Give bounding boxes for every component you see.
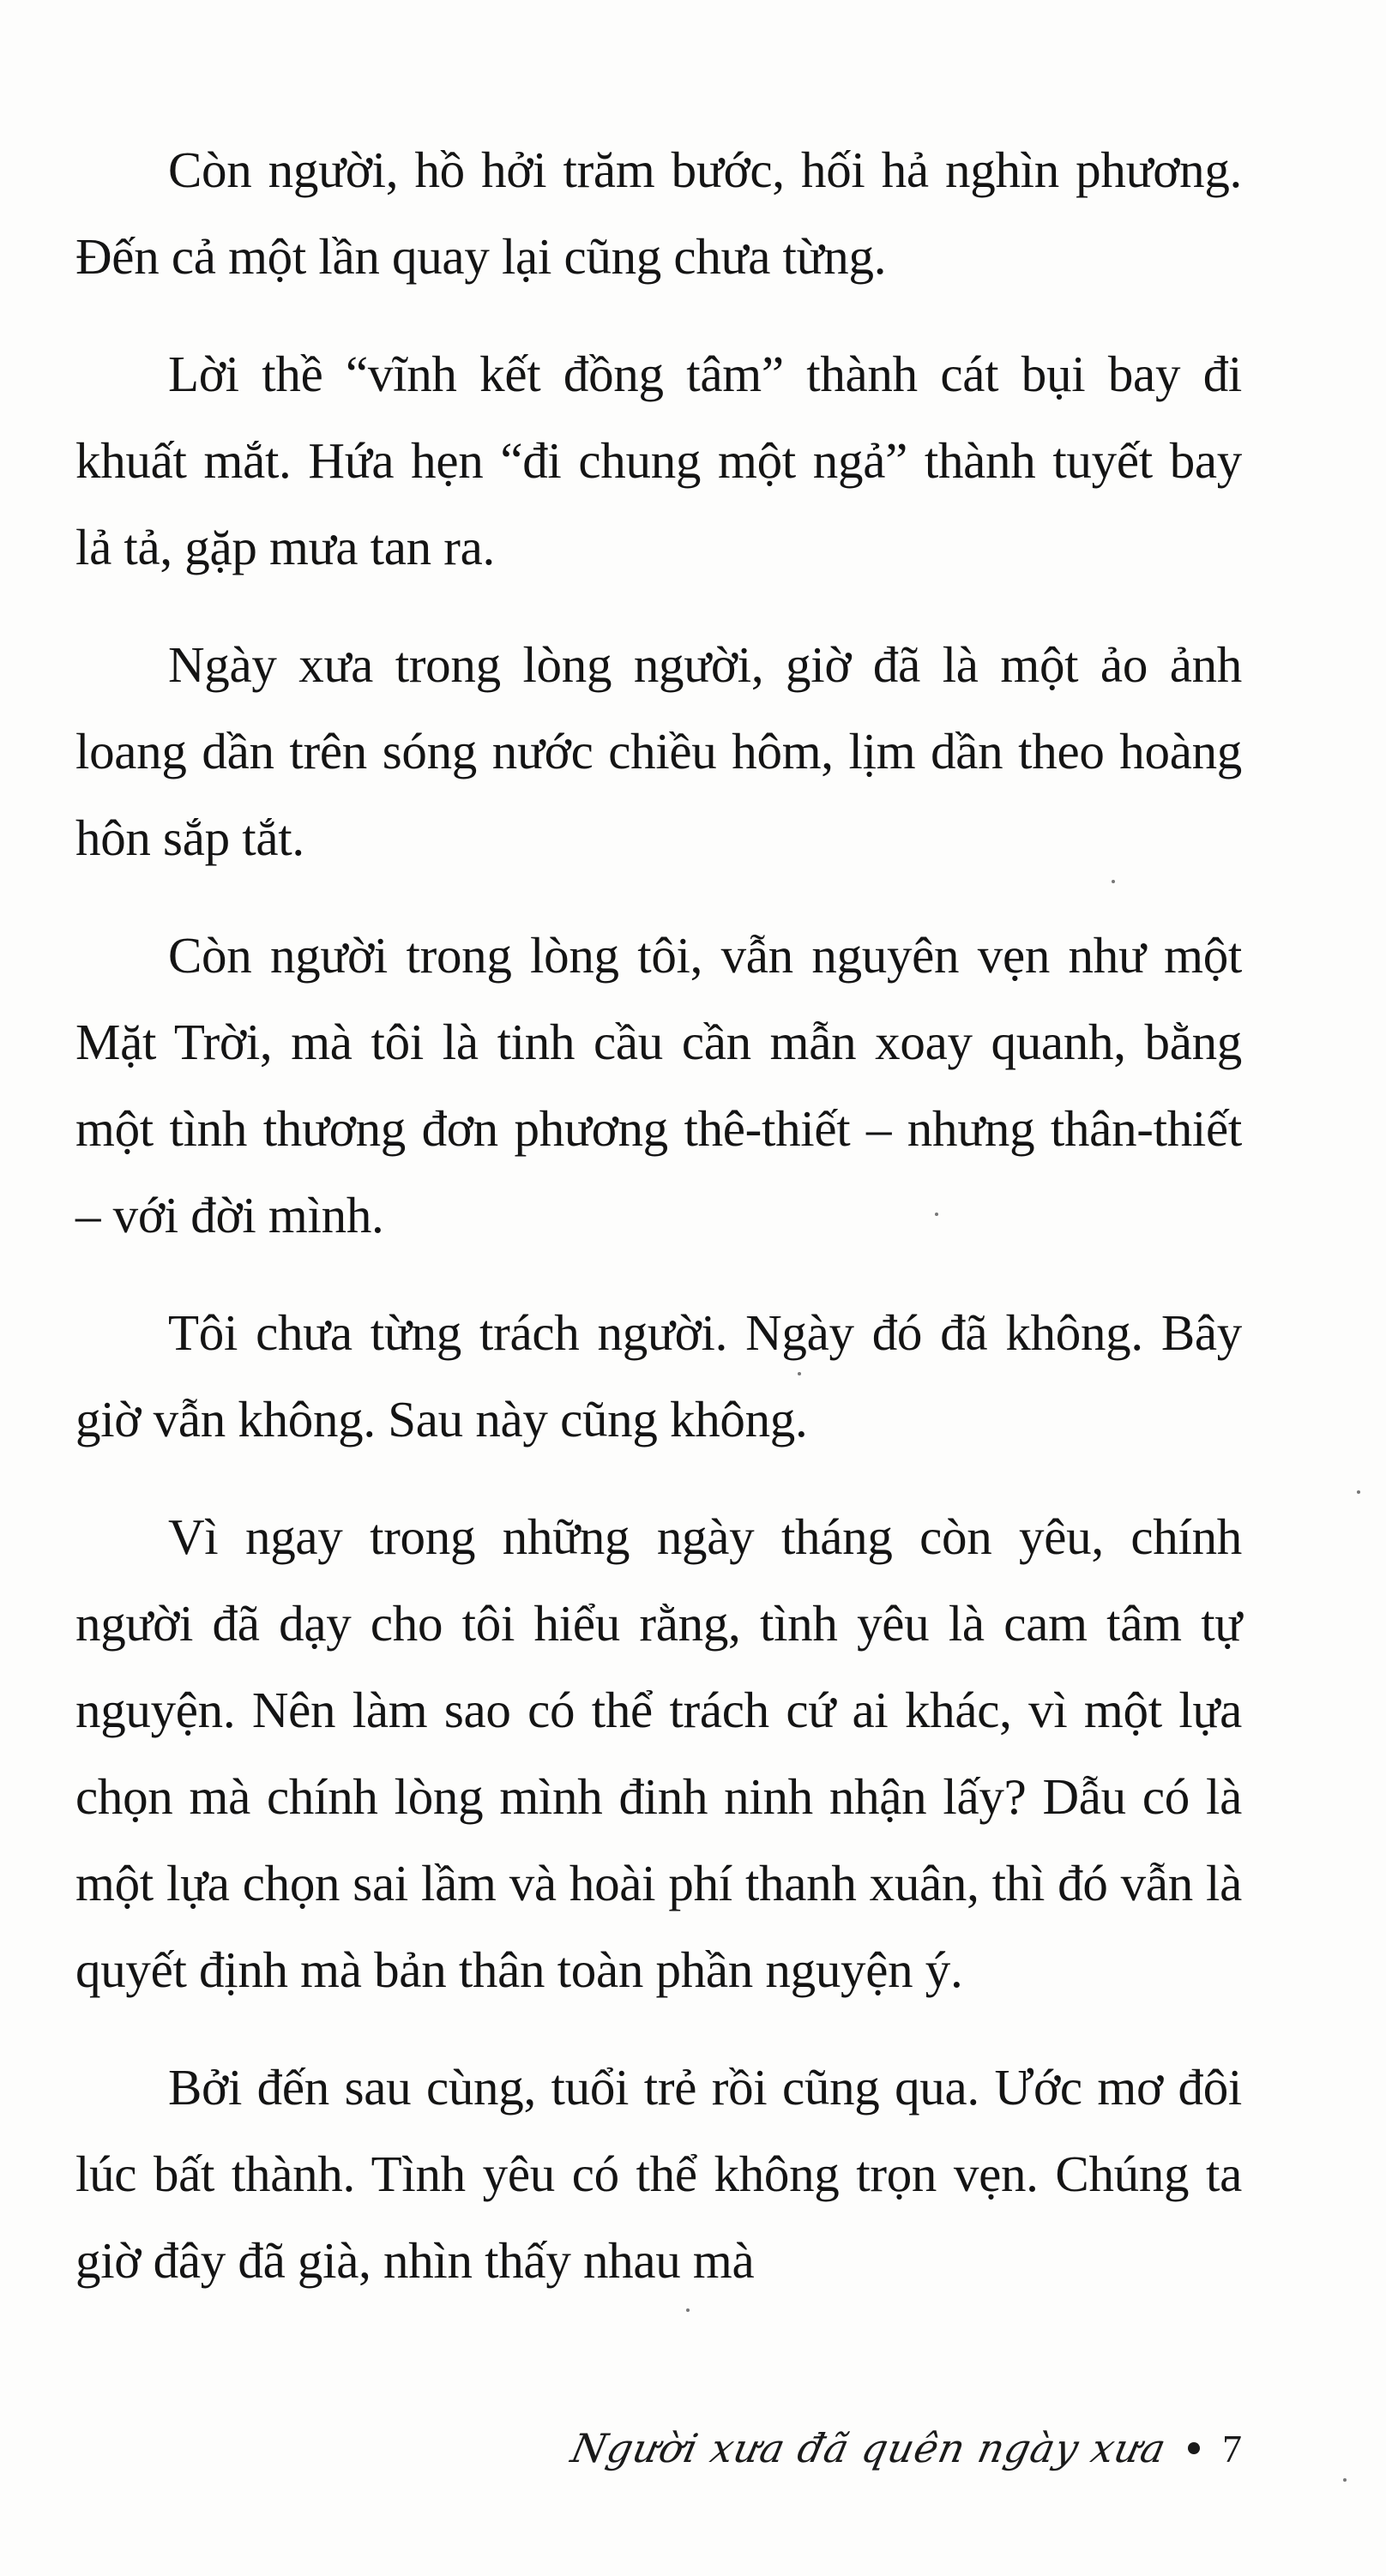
- scan-speck: [1343, 2478, 1347, 2482]
- paragraph-6: Vì ngay trong những ngày tháng còn yêu, chính người đã dạy cho tôi hiểu rằng, tình yêu là cam tâm tự nguyện. Nên làm sao có thể trách cứ ai khác, vì một lựa chọn mà chính lòng mình đinh ninh nhận lấy? Dẫu có là một lựa chọn sai lầm và hoài phí thanh xuân, thì đó vẫn là quyết định mà bản thân toàn phần nguyện ý.: [75, 1508, 1242, 1998]
- paragraph-3: Ngày xưa trong lòng người, giờ đã là một ảo ảnh loang dần trên sóng nước chiều hôm, lịm dần theo hoàng hôn sắp tắt.: [75, 636, 1242, 866]
- bullet-separator-icon: [1188, 2442, 1200, 2454]
- page-number: 7: [1222, 2426, 1242, 2471]
- paragraph-2: Lời thề “vĩnh kết đồng tâm” thành cát bụi bay đi khuất mắt. Hứa hẹn “đi chung một ngả” thành tuyết bay lả tả, gặp mưa tan ra.: [75, 346, 1242, 575]
- scan-speck: [686, 2308, 690, 2312]
- scan-speck: [798, 1372, 801, 1375]
- page-footer: [567, 2425, 1242, 2471]
- paragraph-1: Còn người, hồ hởi trăm bước, hối hả nghìn phương. Đến cả một lần quay lại cũng chưa từng.: [75, 141, 1242, 285]
- paragraph-7: Bởi đến sau cùng, tuổi trẻ rồi cũng qua. Ước mơ đôi lúc bất thành. Tình yêu có thể không trọn vẹn. Chúng ta giờ đây đã già, nhìn thấy nhau mà: [75, 2059, 1242, 2289]
- paragraph-5: Tôi chưa từng trách người. Ngày đó đã không. Bây giờ vẫn không. Sau này cũng không.: [75, 1304, 1242, 1447]
- body-text: [75, 127, 1242, 2304]
- paragraph-4: Còn người trong lòng tôi, vẫn nguyên vẹn như một Mặt Trời, mà tôi là tinh cầu cần mẫn xoay quanh, bằng một tình thương đơn phương thê-thiết – nhưng thân-thiết – với đời mình.: [75, 927, 1242, 1243]
- running-title: Người xưa đã quên ngày xưa: [567, 2425, 1171, 2471]
- scan-speck: [1357, 1490, 1360, 1494]
- scan-speck: [1112, 880, 1115, 883]
- scan-speck: [935, 1213, 938, 1216]
